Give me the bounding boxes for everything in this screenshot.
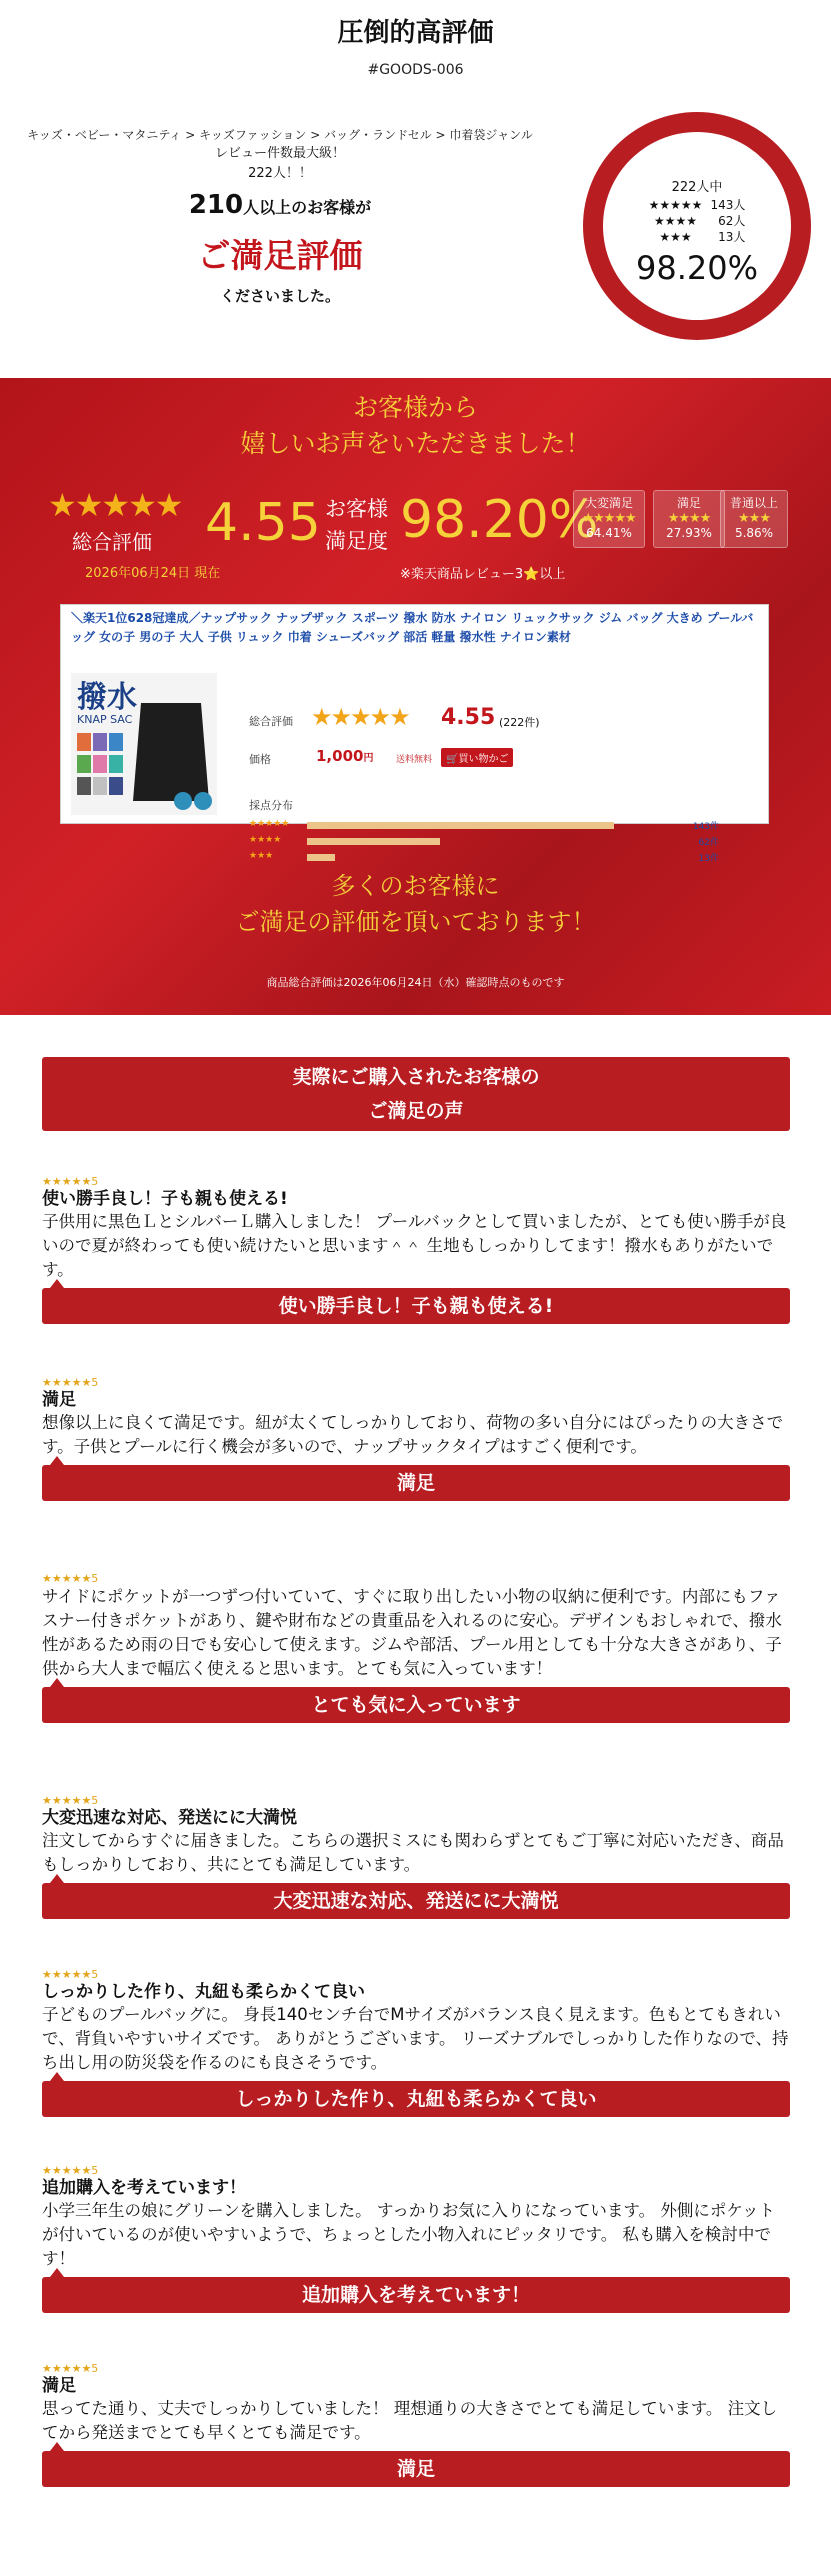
closing-heading-line1: 多くのお客様に	[331, 872, 500, 900]
donut-total: 222人中	[671, 180, 723, 195]
dist-count[interactable]: 62件	[698, 838, 719, 848]
backpack-image	[71, 673, 217, 815]
review-item	[42, 2362, 790, 2487]
review-stars: ★★★★★5	[42, 1376, 99, 1389]
rating-box-percent: 27.93%	[666, 526, 712, 540]
review-item	[42, 1794, 790, 1919]
goods-code: #GOODS-006	[367, 62, 464, 78]
review-summary-banner: 満足	[42, 1465, 790, 1501]
intro-count-suffix: 人以上のお客様が	[243, 198, 372, 217]
intro-tail: くださいました。	[219, 287, 340, 305]
product-title-link[interactable]: ＼楽天1位628冠達成／ナップサック ナップザック スポーツ 撥水 防水 ナイロン リュックサック ジム バッグ 大きめ プールバッグ 女の子 男の子 大人 子供 リュック 巾着 シューズバッグ 部活 軽量 撥水性 ナイロン素材	[71, 611, 754, 644]
review-text: 子どものプールバッグに。 身長140センチ台でMサイズがバランス良く見えます。色もとてもきれいで、背負いやすいサイズです。 ありがとうございます。 リーズナブルでしっかりした作りなので、持ち出し用の防災袋を作るのにも良さそうです。	[42, 2005, 789, 2072]
rating-date: 2026年06月24日 現在	[85, 566, 221, 581]
donut-row-stars: ★★★★	[654, 214, 698, 228]
closing-heading-line2: ご満足の評価を頂いております！	[235, 908, 596, 936]
voice-line2: ご満足の声	[368, 1100, 464, 1122]
rating-box-label: 普通以上	[729, 496, 778, 510]
breadcrumb: キッズ・ベビー・マタニティ > キッズファッション > バッグ・ランドセル > 巾着袋ジャンル	[27, 128, 533, 142]
voice-line1: 実際にご購入されたお客様の	[292, 1066, 540, 1088]
dist-bar	[307, 838, 440, 845]
product-review-count[interactable]: (222件)	[499, 716, 540, 729]
distribution-row	[249, 851, 719, 863]
rating-section	[0, 378, 831, 1015]
intro-line2: レビュー件数最大級！	[214, 146, 345, 161]
donut-row-stars: ★★★★★	[648, 198, 703, 212]
review-stars: ★★★★★5	[42, 2362, 99, 2375]
review-summary-banner: 大変迅速な対応、発送にに大満悦	[42, 1883, 790, 1919]
review-summary-banner: しっかりした作り、丸紐も柔らかくて良い	[42, 2081, 790, 2117]
intro-red-text: ご満足評価	[197, 236, 363, 275]
product-image[interactable]	[71, 673, 217, 815]
distribution-row	[249, 835, 719, 847]
review-text: 注文してからすぐに届きました。こちらの選択ミスにも関わらずとてもご丁寧に対応いただき、商品もしっかりしており、共にとても満足しています。	[42, 1831, 784, 1874]
cart-button[interactable]	[441, 748, 513, 767]
price-label: 価格	[249, 753, 271, 766]
rating-footnote: 商品総合評価は2026年06月24日（水）確認時点のものです	[266, 976, 565, 989]
intro-block	[0, 126, 560, 306]
review-stars: ★★★★★5	[42, 1175, 99, 1188]
review-summary-banner: 追加購入を考えています！	[42, 2277, 790, 2313]
overall-label: 総合評価	[72, 530, 152, 554]
rating-box	[653, 490, 725, 548]
donut-percent: 98.20%	[635, 249, 758, 287]
review-heading: 追加購入を考えています！	[42, 2178, 246, 2198]
closing-heading	[0, 868, 831, 940]
donut-row	[645, 213, 750, 229]
dist-stars: ★★★	[249, 851, 274, 861]
overall-stars-icon: ★★★★★	[48, 486, 182, 524]
rating-label: 総合評価	[249, 715, 293, 728]
review-item	[42, 2164, 790, 2313]
dist-count[interactable]: 143件	[692, 822, 719, 832]
dist-stars: ★★★★	[249, 835, 282, 845]
satisfaction-label-line2: 満足度	[325, 529, 388, 553]
review-summary-banner: とても気に入っています	[42, 1687, 790, 1723]
review-stars: ★★★★★5	[42, 1794, 99, 1807]
dist-bar	[307, 822, 614, 829]
price-value: 1,000	[316, 747, 364, 765]
review-item	[42, 1376, 790, 1501]
donut-row	[645, 229, 750, 245]
rating-heading-line2: 嬉しいお声をいただきました！	[240, 429, 591, 458]
distribution-row	[249, 819, 719, 831]
rating-box-stars: ★★★	[738, 511, 770, 526]
rating-box-label: 満足	[676, 496, 701, 510]
review-summary-banner: 使い勝手良し！子も親も使える!	[42, 1288, 790, 1324]
review-heading: 使い勝手良し！子も親も使える!	[42, 1189, 288, 1209]
review-heading: しっかりした作り、丸紐も柔らかくて良い	[42, 1982, 365, 2002]
dist-stars: ★★★★★	[249, 819, 290, 829]
donut-row-count: 13人	[718, 230, 746, 244]
product-stars-icon: ★★★★★	[311, 703, 409, 731]
rating-box-percent: 64.41%	[586, 526, 632, 540]
review-item	[42, 1572, 790, 1723]
review-heading: 大変迅速な対応、発送にに大満悦	[42, 1808, 297, 1828]
intro-count-line	[0, 190, 560, 220]
free-shipping: 送料無料	[396, 755, 433, 765]
satisfaction-label-line1: お客様	[325, 497, 388, 521]
customer-voice-banner	[42, 1057, 790, 1131]
review-heading: 満足	[42, 2376, 76, 2396]
review-stars: ★★★★★5	[42, 1572, 99, 1585]
rating-box-stars: ★★★★	[667, 511, 711, 526]
product-card[interactable]	[60, 604, 769, 864]
intro-count: 210	[188, 190, 244, 220]
image-text-2: KNAP SAC	[77, 713, 133, 726]
satisfaction-note: ※楽天商品レビュー3⭐以上	[400, 567, 566, 582]
dist-bar	[307, 854, 335, 861]
review-text: 子供用に黒色ＬとシルバーＬ購入しました！ プールバックとして買いましたが、とても使い勝手が良いので夏が終わっても使い続けたいと思います＾＾ 生地もしっかりしてます！撥水もありがたいです。	[42, 1212, 787, 1279]
review-heading: 満足	[42, 1390, 76, 1410]
donut-row-count: 62人	[718, 214, 746, 228]
rating-box	[573, 490, 645, 548]
donut-row-count: 143人	[710, 198, 746, 212]
image-text-1: 撥水	[77, 680, 137, 715]
cart-icon: 🛒	[446, 754, 459, 765]
rating-heading	[0, 390, 831, 462]
rating-box	[720, 490, 788, 548]
review-stars: ★★★★★5	[42, 1968, 99, 1981]
overall-average: 4.55	[205, 493, 321, 553]
review-text: 思ってた通り、丈夫でしっかりしていました！ 理想通りの大きさでとても満足しています。 注文してから発送までとても早くとても満足です。	[42, 2399, 778, 2442]
product-price	[316, 747, 373, 765]
review-summary-banner: 満足	[42, 2451, 790, 2487]
intro-line3: 222人！！	[248, 166, 312, 181]
donut-inner	[603, 132, 791, 320]
rating-heading-line1: お客様から	[352, 393, 478, 422]
page-title: 圧倒的高評価	[337, 18, 494, 48]
satisfaction-donut	[583, 112, 811, 340]
price-unit: 円	[363, 753, 374, 764]
dist-count[interactable]: 13件	[698, 854, 719, 864]
review-text: サイドにポケットが一つずつ付いていて、すぐに取り出したい小物の収納に便利です。内部にもファスナー付きポケットがあり、鍵や財布などの貴重品を入れるのに安心。デザインもおしゃれで、撥水性があるため雨の日でも安心して使えます。ジムや部活、プール用としても十分な大きさがあり、子供から大人まで幅広く使えると思います。とても気に入っています！	[42, 1587, 782, 1678]
review-item	[42, 1968, 790, 2117]
review-text: 想像以上に良くて満足です。紐が太くてしっかりしており、荷物の多い自分にはぴったりの大きさです。子供とプールに行く機会が多いので、ナップサックタイプはすごく便利です。	[42, 1413, 784, 1456]
review-item	[42, 1175, 790, 1324]
donut-row-stars: ★★★	[659, 230, 692, 244]
satisfaction-percent: 98.20%	[400, 490, 599, 550]
cart-label: 買い物かご	[458, 754, 509, 765]
review-text: 小学三年生の娘にグリーンを購入しました。 すっかりお気に入りになっています。 外側にポケットが付いているのが使いやすいようで、ちょっとした小物入れにピッタリです。 私も購入を検討中です！	[42, 2201, 776, 2268]
satisfaction-label	[325, 493, 388, 557]
distribution-label: 採点分布	[249, 799, 293, 812]
rating-box-percent: 5.86%	[734, 526, 774, 540]
rating-box-stars: ★★★★★	[582, 511, 636, 526]
donut-row	[645, 197, 750, 213]
rating-box-label: 大変満足	[584, 496, 633, 510]
donut-breakdown	[645, 197, 750, 245]
review-stars: ★★★★★5	[42, 2164, 99, 2177]
product-average: 4.55	[441, 705, 496, 730]
